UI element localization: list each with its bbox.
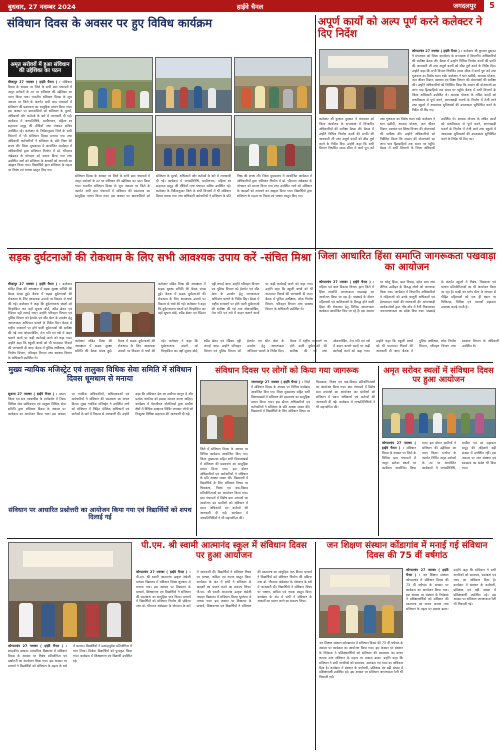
article-text: जन शिक्षण संस्थान कोण्डागांव में संविधान दिवस की 75 वीं वर्षगांठ के अवसर पर कार्यक्रम का आयोजन किया गया। इस अवसर पर संस्थान के निदेशक ने प्रशिक्षणार्थियों को संविधान की प्रस्तावना का वाचन कराया तथा संविधान के महत्व पर प्रकाश डाला। उन्होंने कहा कि संविधान ने सभी नागरिकों को समानता, स्वतंत्रता एवं न्याय का अधिकार दिया है। कार्यक्रम में संस्थान के कर्मचारी, प्रशिक्षक एवं बड़ी संख्या में प्रशिक्षणार्थी उपस्थित रहे। इस अवसर पर संविधान जागरूकता रैली भी निकाली गई। <box>406 568 496 612</box>
headline-awareness-fortnight: जिला आधारित हिंसा समाप्ति जागरूकता पखवाड़ा का आयोजन <box>318 251 496 273</box>
photo-field-meeting <box>75 115 153 171</box>
byline: कोण्डागांव 27 नवम्बर ( हाईवे चैनल ) : <box>8 644 67 648</box>
photo-students <box>155 115 232 171</box>
photo-awareness-event <box>200 380 248 444</box>
article-text: कलेक्टर श्री कुणाल दुदावत ने मंगलवार को जिला कार्यालय के सभाकक्ष में विभागीय अधिकारियों की समीक्षा बैठक ली। बैठक में उन्होंने विभिन्न निर्माण कार्यों की प्रगति की जानकारी ली तथा अपूर्ण कार्यों को शीघ्र पूर्ण करने के निर्देश दिए। उन्होंने कहा कि सभी विभाग निर्धारित समय सीमा में कार्य पूरा करें तथा गुणवत्ता का विशेष ध्यान रखें। कलेक्टर ने धान खरीदी, आवास योजना, जल जीवन मिशन, स्वास्थ्य एवं शिक्षा विभाग की योजनाओं की समीक्षा की। उन्होंने अधिकारियों को निर्देशित किया कि शासन की योजनाओं का लाभ पात्र हितग्राहियों तक समय पर पहुँचे। बैठक में सभी विभागों के जिला अधिकारी उपस्थित थे। आवास योजना के लंबित कार्यों को प्राथमिकता से पूर्ण करने, आंगनबाड़ी भवनों के निर्माण में तेजी लाने तथा स्कूलों में आवश्यक सुविधाओं की उपलब्धता सुनिश्चित करने के निर्देश भी दिए गए। <box>319 117 496 151</box>
article-text: संविधान दिवस के अवसर पर जिले के सभी ग्राम पंचायतों में अमृत सरोवरों के तट पर संविधान की उद्देशिका का पठन किया गया। भारतीय संविधान दिवस के शुभ अवसर पर जिले के अंतर्गत सभी ग्राम पंचायतों में संविधान की प्रस्तावना का सामूहिक वाचन किया गया। इस अवसर पर ग्रामवासियों को संविधान के मूल्यों, अधिकारों और कर्तव्यों के बारे में जानकारी दी गई। कार्यक्रम में जनप्रतिनिधि, ग्रामीणजन, महिला स्व सहायता समूह की दीदियाँ तथा पंचायत सचिव उपस्थित रहे। कलेक्टर के निर्देशानुसार जिले के सभी विभागों में भी संविधान दिवस मनाया गया तथा अधिकारी कर्मचारियों ने संविधान के प्रति निष्ठा की शपथ ली। जिला मुख्यालय में आयोजित कार्यक्रम में अधिकारियों द्वारा संविधान निर्माण में डॉ. भीमराव अंबेडकर के योगदान को स्मरण किया गया तथा उपस्थित जनों को संविधान के आदर्शों को अपनाने का आह्वान किया गया। विद्यार्थियों द्वारा संविधान के महत्व पर निबंध एवं भाषण प्रस्तुत किए गए। <box>75 174 312 198</box>
photo-jan-shikshan <box>319 568 403 638</box>
article-text: जिले में संविधान दिवस के अवसर पर विभिन्न कार्यक्रम आयोजित किए गए। जिला मुख्यालय सहित सभी विकासखंडों में संविधान की प्रस्तावना का सामूहिक वाचन किया गया। इस दौरान अधिकारियों एवं कर्मचारियों ने संविधान के प्रति आस्था व्यक्त की। विद्यालयों में विद्यार्थियों के लिए संविधान विषय पर चित्रकला, निबंध एवं वाद-विवाद प्रतियोगिताओं का आयोजन किया गया। ग्राम पंचायतों में विशेष ग्राम सभाओं का आयोजन कर ग्रामीणों को संविधान में प्रदत्त अधिकारों एवं कर्तव्यों की जानकारी दी गई। कार्यक्रम में जनप्रतिनिधियों ने भी सहभागिता की। <box>200 447 248 520</box>
column-divider <box>315 15 316 251</box>
byline: नारायणपुर 27 नवम्बर ( हाईवे चैनल ) : <box>251 380 304 384</box>
photo-road-safety-meeting <box>75 282 155 337</box>
section-divider <box>7 248 493 249</box>
article-body-constitution-awareness <box>251 380 375 536</box>
column-divider <box>315 542 316 750</box>
sidebar-amrit-sarovar: अमृत सरोवरों में हुआ संविधान की उद्देशिका का पठन <box>8 59 72 77</box>
article-text: शासकीय उच्चतर माध्यमिक विद्यालय में संविधान दिवस के अवसर पर निबंध प्रतियोगिता एवं प्रश्नोत्तरी का आयोजन किया गया। इस अवसर पर प्राचार्य ने विद्यार्थियों को संविधान के महत्व के बारे में बताया। विद्यार्थियों ने उत्साहपूर्वक प्रतियोगिता में भाग लिया। विजेता विद्यार्थियों को पुरस्कृत किया गया। कार्यक्रम में शिक्षकगण एवं विद्यार्थी उपस्थित रहे। <box>8 644 132 668</box>
photo-gathering <box>234 57 312 113</box>
article-text: जिले में संविधान दिवस के अवसर पर विभिन्न कार्यक्रम आयोजित किए गए। जिला मुख्यालय सहित सभी विकासखंडों में संविधान की प्रस्तावना का सामूहिक वाचन किया गया। इस दौरान अधिकारियों एवं कर्मचारियों ने संविधान के प्रति आस्था व्यक्त की। विद्यालयों में विद्यार्थियों के लिए संविधान विषय पर चित्रकला, निबंध एवं वाद-विवाद प्रतियोगिताओं का आयोजन किया गया। ग्राम पंचायतों में विशेष ग्राम सभाओं का आयोजन कर ग्रामीणों को संविधान में प्रदत्त अधिकारों एवं कर्तव्यों की जानकारी दी गई। कार्यक्रम में जनप्रतिनिधियों ने भी सहभागिता की। <box>251 380 375 414</box>
article-body-road-safety <box>8 282 72 360</box>
article-body-pm-shri-school <box>136 570 312 750</box>
byline: बीजापुर 27 नवम्बर ( हाईवे चैनल ) : <box>8 282 61 286</box>
headline-essay-competition: संविधान पर आधारित प्रश्नोत्तरी का आयोजन किया गया एवं विद्यार्थियों को शपथ दिलाई गई <box>8 506 192 522</box>
article-body-jan-shikshan <box>406 568 496 750</box>
article-text: कलेक्टर संबित मिश्रा की अध्यक्षता में सड़क सुरक्षा समिति की बैठक संपन्न हुई। बैठक में सड़क दुर्घटनाओं की रोकथाम के लिए आवश्यक उपायों पर विस्तार से चर्चा की गई। कलेक्टर ने कहा कि दुर्घटनाजन्य स्थलों को चिन्हांकित कर वहाँ सूचना बोर्ड, स्पीड ब्रेकर एवं रेडियम पट्टी लगाई जाए। उन्होंने परिवहन विभाग एवं पुलिस विभाग को हेलमेट एवं सीट बेल्ट के उपयोग हेतु जागरूकता अभियान चलाने के निर्देश दिए। बैठक में राष्ट्रीय राजमार्ग पर होने वाली दुर्घटनाओं की समीक्षा की गई तथा ओवरलोडिंग, तेज गति एवं नशे में वाहन चलाने वालों पर कड़ी कार्रवाई करने को कहा गया। उन्होंने कहा कि स्कूली बच्चों को भी यातायात नियमों की जानकारी दी जाए। बैठक में पुलिस अधीक्षक, लोक निर्माण विभाग, परिवहन विभाग तथा स्वास्थ्य विभाग के अधिकारी उपस्थित थे। <box>75 339 499 353</box>
article-text: कलेक्टर श्री कुणाल दुदावत ने मंगलवार को जिला कार्यालय के सभाकक्ष में विभागीय अधिकारियों की समीक्षा बैठक ली। बैठक में उन्होंने विभिन्न निर्माण कार्यों की प्रगति की जानकारी ली तथा अपूर्ण कार्यों को शीघ्र पूर्ण करने के निर्देश दिए। उन्होंने कहा कि सभी विभाग निर्धारित समय सीमा में कार्य पूरा करें तथा गुणवत्ता का विशेष ध्यान रखें। कलेक्टर ने धान खरीदी, आवास योजना, जल जीवन मिशन, स्वास्थ्य एवं शिक्षा विभाग की योजनाओं की समीक्षा की। उन्होंने अधिकारियों को निर्देशित किया कि शासन की योजनाओं का लाभ पात्र हितग्राहियों तक समय पर पहुँचे। बैठक में सभी विभागों के जिला अधिकारी उपस्थित थे। आवास योजना के लंबित कार्यों को प्राथमिकता से पूर्ण करने, आंगनबाड़ी भवनों के निर्माण में तेजी लाने तथा स्कूलों में आवश्यक सुविधाओं की उपलब्धता सुनिश्चित करने के निर्देश भी दिए गए। <box>412 49 496 112</box>
byline: कोण्डागांव 27 नवम्बर ( हाईवे चैनल ) : <box>382 441 416 450</box>
headline-constitution-day: संविधान दिवस के अवसर पर हुए विविध कार्यक्रम <box>7 16 213 30</box>
article-text: पी.एम. श्री स्वामी आत्मानंद उत्कृष्ट अंग्रेजी माध्यम विद्यालय में संविधान दिवस धूमधाम से मनाया गया। इस अवसर पर विद्यालय के प्राचार्य, शिक्षकगण एवं विद्यार्थियों ने संविधान की प्रस्तावना का सामूहिक पाठ किया। प्राचार्य ने विद्यार्थियों को संविधान निर्माण की प्रक्रिया तथा डॉ. भीमराव अंबेडकर के योगदान के बारे में जानकारी दी। विद्यार्थियों ने संविधान विषय पर भाषण, कविता एवं नाटक प्रस्तुत किए। कार्यक्रम के अंत में सभी ने संविधान के आदर्शों का पालन करने का संकल्प लिया। <box>136 570 252 609</box>
article-text: संविधान दिवस के अवसर पर जिले के विभिन्न ग्राम पंचायतों में अमृत सरोवर स्थलों पर कार्यक्रम आयोजित किया गया। इस दौरान ग्रामीणों ने संविधान की उद्देशिका का पठन किया। मनरेगा के अंतर्गत निर्मित अमृत सरोवरों के तट पर आयोजित कार्यक्रमों में जनप्रतिनिधि, ग्रामीण एवं स्व सहायता समूह की महिलाएँ बड़ी संख्या में उपस्थित रहीं। इस अवसर पर जल संरक्षण एवं स्वच्छता का संदेश भी दिया गया। <box>382 441 496 470</box>
article-text: कलेक्टर संबित मिश्रा की अध्यक्षता में सड़क सुरक्षा समिति की बैठक संपन्न हुई। बैठक में सड़क दुर्घटनाओं की रोकथाम के लिए आवश्यक उपायों पर विस्तार से चर्चा की गई। कलेक्टर ने कहा कि दुर्घटनाजन्य स्थलों को चिन्हांकित कर वहाँ सूचना बोर्ड, स्पीड ब्रेकर एवं रेडियम पट्टी लगाई जाए। उन्होंने परिवहन विभाग एवं पुलिस विभाग को हेलमेट एवं सीट बेल्ट के उपयोग हेतु जागरूकता अभियान चलाने के निर्देश दिए। बैठक में राष्ट्रीय राजमार्ग पर होने वाली दुर्घटनाओं की समीक्षा की गई तथा ओवरलोडिंग, तेज गति एवं नशे में वाहन चलाने वालों पर कड़ी कार्रवाई करने को कहा गया। उन्होंने कहा कि स्कूली बच्चों को भी यातायात नियमों की जानकारी दी जाए। बैठक में पुलिस अधीक्षक, लोक निर्माण विभाग, परिवहन विभाग तथा स्वास्थ्य विभाग के अधिकारी उपस्थित थे। <box>8 282 72 360</box>
article-body-chief-judicial <box>8 392 193 504</box>
article-body-essay-competition <box>8 644 132 750</box>
article-body-awareness-fortnight <box>319 280 496 360</box>
headline-jan-shikshan: जन शिक्षण संस्थान कोंडागांव में मनाई गई संविधान दिवस की 75 वीं वर्षगांठ <box>326 541 488 561</box>
article-text: महिला एवं बाल विकास विभाग द्वारा जिले में हिंसा समाप्ति जागरूकता पखवाड़ा का आयोजन किया जा रहा है। पखवाड़े के दौरान महिलाओं एवं बालिकाओं के विरुद्ध होने वाली हिंसा की रोकथाम हेतु विभिन्न जागरूकता कार्यक्रम आयोजित किए जा रहे हैं। इस अवसर पर घरेलू हिंसा, बाल विवाह, दहेज प्रथा तथा लैंगिक उत्पीड़न के विरुद्ध लोगों को जागरूक किया गया। कार्यक्रम में विभागीय अधिकारियों ने महिलाओं को उनके कानूनी अधिकारों एवं हेल्पलाइन नंबरों की जानकारी दी। आंगनबाड़ी कार्यकर्ताओं द्वारा गाँव-गाँव में रैली निकालकर जनजागरूकता का संदेश दिया गया। पखवाड़े के अंतर्गत स्कूलों में निबंध, चित्रकला एवं भाषण प्रतियोगिताओं का भी आयोजन किया जा रहा है। सखी वन स्टॉप सेंटर के माध्यम से पीड़ित महिलाओं को एक ही स्थान पर चिकित्सा, विधिक एवं परामर्श सहायता उपलब्ध कराई जाती है। <box>319 280 496 314</box>
byline: बीजापुर 27 नवम्बर ( हाईवे चैनल ) : <box>8 80 61 84</box>
column-divider <box>378 366 379 536</box>
paper-name: हाईवे चैनल <box>236 2 264 11</box>
article-text: प्रधान जिला एवं सत्र न्यायाधीश के मार्गदर्शन में जिला विधिक सेवा प्राधिकरण एवं तालुका विधिक सेवा समिति द्वारा संविधान दिवस के अवसर पर कार्यक्रम का आयोजन किया गया। इस अवसर पर न्यायिक अधिकारियों, अधिवक्ताओं एवं कर्मचारियों ने संविधान की प्रस्तावना का वाचन किया। मुख्य न्यायिक मजिस्ट्रेट ने उपस्थित जनों को संविधान में निहित मौलिक अधिकारों एवं कर्तव्यों के बारे में विस्तार से जानकारी दी। उन्होंने कहा कि संविधान देश का सर्वोच्च कानून है और प्रत्येक नागरिक को इसका सम्मान करना चाहिए। कार्यक्रम में पैरालीगल वॉलंटियर्स द्वारा ग्रामीण क्षेत्रों में विधिक साक्षरता शिविर लगाकर लोगों को निःशुल्क विधिक सहायता की जानकारी दी गई। <box>8 392 193 416</box>
article-body-constitution-day <box>8 80 72 244</box>
byline: सुकमा 27 नवम्बर ( हाईवे चैनल ) : <box>8 392 58 396</box>
article-body-constitution-awareness-cont <box>200 447 248 536</box>
page-number: 5 <box>484 0 500 12</box>
article-text: संविधान दिवस के अवसर पर जिले के सभी ग्राम पंचायतों में अमृत सरोवरों के तट पर संविधान की उद्देशिका का पठन किया गया। भारतीय संविधान दिवस के शुभ अवसर पर जिले के अंतर्गत सभी ग्राम पंचायतों में संविधान की प्रस्तावना का सामूहिक वाचन किया गया। इस अवसर पर ग्रामवासियों को संविधान के मूल्यों, अधिकारों और कर्तव्यों के बारे में जानकारी दी गई। कार्यक्रम में जनप्रतिनिधि, ग्रामीणजन, महिला स्व सहायता समूह की दीदियाँ तथा पंचायत सचिव उपस्थित रहे। कलेक्टर के निर्देशानुसार जिले के सभी विभागों में भी संविधान दिवस मनाया गया तथा अधिकारी कर्मचारियों ने संविधान के प्रति निष्ठा की शपथ ली। जिला मुख्यालय में आयोजित कार्यक्रम में अधिकारियों द्वारा संविधान निर्माण में डॉ. भीमराव अंबेडकर के योगदान को स्मरण किया गया तथा उपस्थित जनों को संविधान के आदर्शों को अपनाने का आह्वान किया गया। विद्यार्थियों द्वारा संविधान के महत्व पर निबंध एवं भाषण प्रस्तुत किए गए। <box>8 80 72 173</box>
column-divider <box>315 252 316 362</box>
photo-villagers-reading <box>75 57 153 113</box>
section-divider <box>7 538 493 539</box>
byline: कोण्डागांव 27 नवम्बर ( हाईवे चैनल ) : <box>319 280 374 284</box>
photo-officials <box>234 115 312 171</box>
headline-pm-shri-school: पी.एम. श्री स्वामी आत्मानंद स्कूल में संविधान दिवस पर हुआ आयोजन <box>141 541 307 561</box>
byline: कोण्डागांव 27 नवम्बर ( हाईवे चैनल ) : <box>412 49 463 53</box>
photo-review-meeting <box>319 49 409 114</box>
article-body-jan-shikshan-cont <box>319 641 403 750</box>
article-text: जन शिक्षण संस्थान कोण्डागांव में संविधान दिवस की 75 वीं वर्षगांठ के अवसर पर कार्यक्रम का आयोजन किया गया। इस अवसर पर संस्थान के निदेशक ने प्रशिक्षणार्थियों को संविधान की प्रस्तावना का वाचन कराया तथा संविधान के महत्व पर प्रकाश डाला। उन्होंने कहा कि संविधान ने सभी नागरिकों को समानता, स्वतंत्रता एवं न्याय का अधिकार दिया है। कार्यक्रम में संस्थान के कर्मचारी, प्रशिक्षक एवं बड़ी संख्या में प्रशिक्षणार्थी उपस्थित रहे। इस अवसर पर संविधान जागरूकता रैली भी निकाली गई। <box>319 641 403 680</box>
byline: कोण्डागांव 27 नवम्बर ( हाईवे चैनल ) : <box>136 570 191 574</box>
column-divider <box>196 366 197 536</box>
article-text: पी.एम. श्री स्वामी आत्मानंद उत्कृष्ट अंग्रेजी माध्यम विद्यालय में संविधान दिवस धूमधाम से मनाया गया। इस अवसर पर विद्यालय के प्राचार्य, शिक्षकगण एवं विद्यार्थियों ने संविधान की प्रस्तावना का सामूहिक पाठ किया। प्राचार्य ने विद्यार्थियों को संविधान निर्माण की प्रक्रिया तथा डॉ. भीमराव अंबेडकर के योगदान के बारे में जानकारी दी। विद्यार्थियों ने संविधान विषय पर भाषण, कविता एवं नाटक प्रस्तुत किए। कार्यक्रम के अंत में सभी ने संविधान के आदर्शों का पालन करने का संकल्प लिया। <box>196 570 312 609</box>
article-text: कलेक्टर संबित मिश्रा की अध्यक्षता में सड़क सुरक्षा समिति की बैठक संपन्न हुई। बैठक में सड़क दुर्घटनाओं की रोकथाम के लिए आवश्यक उपायों पर विस्तार से चर्चा की गई। कलेक्टर ने कहा कि दुर्घटनाजन्य स्थलों को चिन्हांकित कर वहाँ सूचना बोर्ड, स्पीड ब्रेकर एवं रेडियम पट्टी लगाई जाए। उन्होंने परिवहन विभाग एवं पुलिस विभाग को हेलमेट एवं सीट बेल्ट के उपयोग हेतु जागरूकता अभियान चलाने के निर्देश दिए। बैठक में राष्ट्रीय राजमार्ग पर होने वाली दुर्घटनाओं की समीक्षा की गई तथा ओवरलोडिंग, तेज गति एवं नशे में वाहन चलाने वालों पर कड़ी कार्रवाई करने को कहा गया। उन्होंने कहा कि स्कूली बच्चों को भी यातायात नियमों की जानकारी दी जाए। बैठक में पुलिस अधीक्षक, लोक निर्माण विभाग, परिवहन विभाग तथा स्वास्थ्य विभाग के अधिकारी उपस्थित थे। <box>158 282 313 316</box>
issue-date: बुधवार, 27 नवम्बर 2024 <box>8 2 76 11</box>
section-divider <box>7 362 493 363</box>
article-body-amrit-sarovar <box>382 441 496 536</box>
headline-road-safety: सड़क दुर्घटनाओं की रोकथाम के लिए सभी आवश्यक उपाय करें -संचित मिश्रा <box>8 251 312 264</box>
article-body-collector-cont <box>319 117 496 246</box>
byline: कोण्डागांव 27 नवम्बर ( हाईवे चैनल ) : <box>406 568 449 577</box>
article-body-constitution-day-cont <box>75 174 312 245</box>
article-body-collector <box>412 49 496 114</box>
headline-collector-instructions: अपूर्ण कार्यों को अल्प पूर्ण करने कलेक्टर ने दिए निर्देश <box>318 16 483 40</box>
photo-amrit-sarovar <box>382 388 496 438</box>
headline-amrit-sarovar: अमृत सरोवर स्थलों में संविधान दिवस पर हुआ आयोजन <box>383 365 494 385</box>
headline-constitution-awareness: संविधान दिवस पर लोगों को किया गया जागरूक <box>215 365 359 375</box>
city-name: जगदलपुर <box>445 0 484 12</box>
photo-school-event <box>8 542 132 642</box>
photo-group-pond <box>155 57 232 113</box>
headline-chief-judicial: मुख्य न्यायिक मजिस्ट्रेट एवं तालुका विधिक सेवा समिति में संविधान दिवस धूमधाम से मनाया <box>8 365 192 383</box>
article-body-road-safety-cont-2 <box>75 339 499 356</box>
masthead <box>0 0 500 12</box>
